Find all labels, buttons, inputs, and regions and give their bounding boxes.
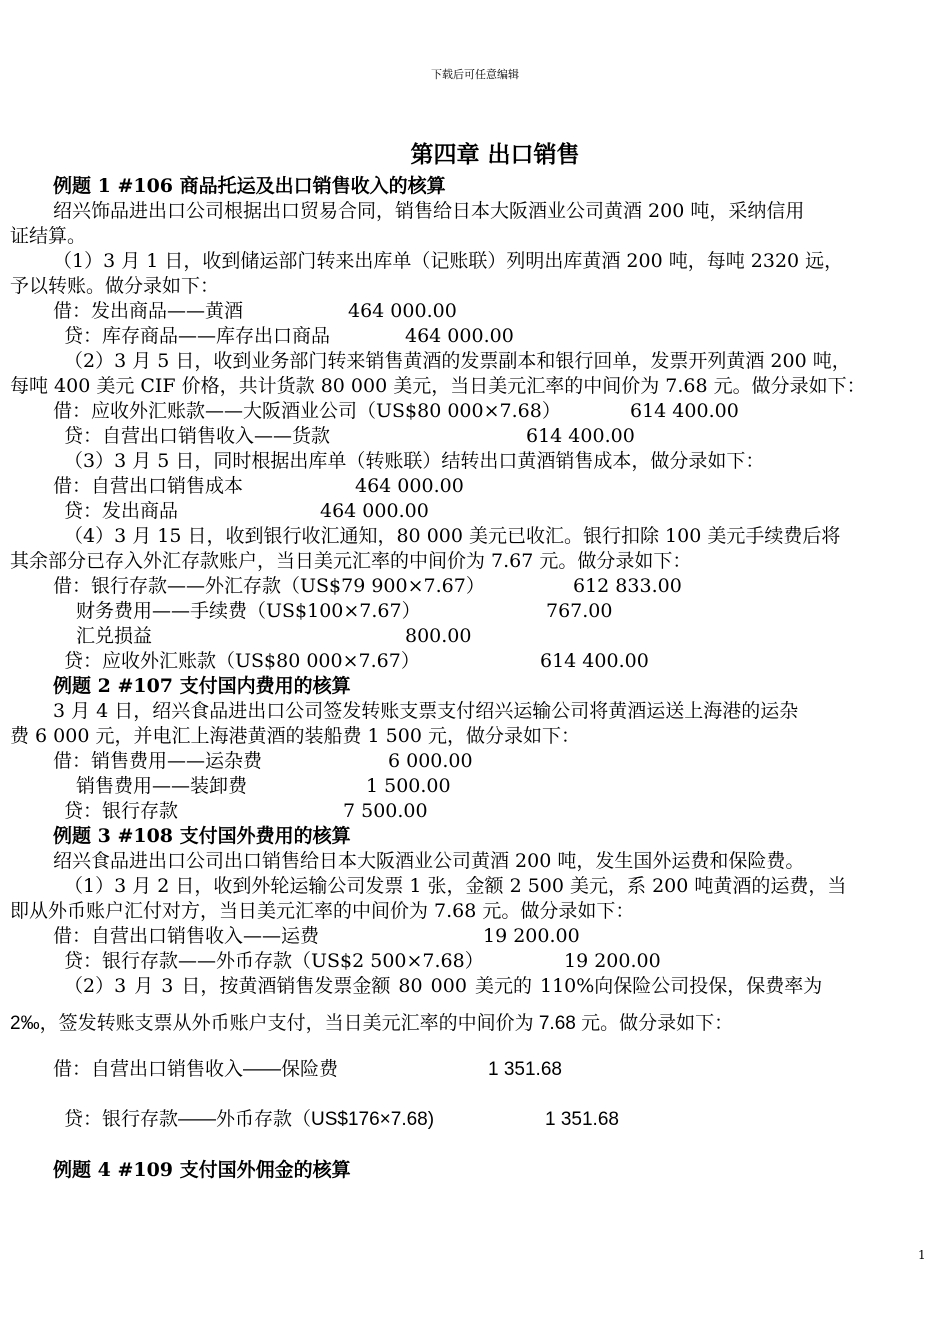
example-3-heading: 例题 3 #108 支付国外费用的核算 — [53, 825, 351, 847]
journal-amount: 767.00 — [546, 600, 613, 622]
page-number: 1 — [918, 1248, 926, 1262]
journal-credit: 贷：自营出口销售收入——货款 — [64, 425, 331, 447]
paragraph: 绍兴食品进出口公司出口销售给日本大阪酒业公司黄酒 200 吨，发生国外运费和保险费。 — [53, 850, 805, 872]
journal-credit: 贷：银行存款——外币存款（US$176×7.68) — [64, 1109, 435, 1130]
journal-debit: 借：应收外汇账款——大阪酒业公司（US$80 000×7.68） — [53, 400, 561, 422]
journal-amount: 19 200.00 — [564, 950, 661, 972]
journal-debit: 借：发出商品——黄酒 — [53, 300, 244, 322]
journal-debit: 借：自营出口销售成本 — [53, 475, 244, 497]
journal-amount: 800.00 — [405, 625, 472, 647]
journal-credit: 贷：银行存款——外币存款（US$2 500×7.68） — [64, 950, 484, 972]
paragraph: 绍兴饰品进出口公司根据出口贸易合同，销售给日本大阪酒业公司黄酒 200 吨，采纳信用 — [53, 200, 805, 222]
journal-amount: 1 351.68 — [545, 1109, 619, 1130]
journal-amount: 464 000.00 — [405, 325, 514, 347]
journal-amount: 1 351.68 — [488, 1059, 562, 1080]
journal-credit: 贷：发出商品 — [64, 500, 179, 522]
journal-debit: 汇兑损益 — [76, 625, 153, 647]
paragraph: （1）3 月 1 日，收到储运部门转来出库单（记账联）列明出库黄酒 200 吨，每吨 2320 远， — [53, 250, 844, 272]
journal-amount: 1 500.00 — [366, 775, 451, 797]
journal-amount: 7 500.00 — [343, 800, 428, 822]
journal-debit: 借：银行存款——外汇存款（US$79 900×7.67） — [53, 575, 485, 597]
journal-debit: 借：自营出口销售收入——保险费 — [53, 1059, 339, 1080]
journal-amount: 19 200.00 — [483, 925, 580, 947]
paragraph: 2‰，签发转账支票从外币账户支付，当日美元汇率的中间价为 7.68 元。做分录如下： — [10, 1013, 734, 1034]
paragraph: （3）3 月 5 日，同时根据出库单（转账联）结转出口黄酒销售成本，做分录如下： — [64, 450, 765, 472]
journal-debit: 借：自营出口销售收入——运费 — [53, 925, 320, 947]
journal-amount: 614 400.00 — [630, 400, 739, 422]
example-4-heading: 例题 4 #109 支付国外佣金的核算 — [53, 1159, 351, 1181]
paragraph: 予以转账。做分录如下： — [10, 275, 220, 297]
journal-amount: 612 833.00 — [573, 575, 682, 597]
paragraph: （2）3 月 5 日，收到业务部门转来销售黄酒的发票副本和银行回单，发票开列黄酒 200 吨， — [64, 350, 851, 372]
journal-credit: 贷：库存商品——库存出口商品 — [64, 325, 331, 347]
journal-debit: 销售费用——装卸费 — [76, 775, 248, 797]
journal-credit: 贷：银行存款 — [64, 800, 179, 822]
journal-amount: 614 400.00 — [526, 425, 635, 447]
paragraph: 每吨 400 美元 CIF 价格，共计货款 80 000 美元，当日美元汇率的中间价为 7.68 元。做分录如下： — [10, 375, 866, 397]
journal-amount: 6 000.00 — [388, 750, 473, 772]
journal-amount: 464 000.00 — [320, 500, 429, 522]
paragraph: （1）3 月 2 日，收到外轮运输公司发票 1 张，金额 2 500 美元，系 200 吨黄酒的运费，当 — [64, 875, 847, 897]
journal-amount: 464 000.00 — [348, 300, 457, 322]
paragraph: 费 6 000 元，并电汇上海港黄酒的装船费 1 500 元，做分录如下： — [10, 725, 580, 747]
paragraph: 证结算。 — [10, 225, 87, 247]
paragraph: （4）3 月 15 日，收到银行收汇通知，80 000 美元已收汇。银行扣除 100 美元手续费后将 — [64, 525, 841, 547]
journal-debit: 财务费用——手续费（US$100×7.67） — [76, 600, 421, 622]
header-note: 下载后可任意编辑 — [431, 68, 519, 81]
journal-amount: 614 400.00 — [540, 650, 649, 672]
paragraph: 3 月 4 日，绍兴食品进出口公司签发转账支票支付绍兴运输公司将黄酒运送上海港的运杂 — [53, 700, 799, 722]
paragraph: （2）3 月 3 日，按黄酒销售发票金额 80 000 美元的 110%向保险公司投保，保费率为 — [64, 975, 823, 997]
example-1-heading: 例题 1 #106 商品托运及出口销售收入的核算 — [53, 175, 446, 197]
chapter-title: 第四章 出口销售 — [410, 141, 580, 168]
paragraph: 其余部分已存入外汇存款账户，当日美元汇率的中间价为 7.67 元。做分录如下： — [10, 550, 692, 572]
paragraph: 即从外币账户汇付对方，当日美元汇率的中间价为 7.68 元。做分录如下： — [10, 900, 635, 922]
journal-amount: 464 000.00 — [355, 475, 464, 497]
example-2-heading: 例题 2 #107 支付国内费用的核算 — [53, 675, 351, 697]
journal-credit: 贷：应收外汇账款（US$80 000×7.67） — [64, 650, 420, 672]
journal-debit: 借：销售费用——运杂费 — [53, 750, 263, 772]
